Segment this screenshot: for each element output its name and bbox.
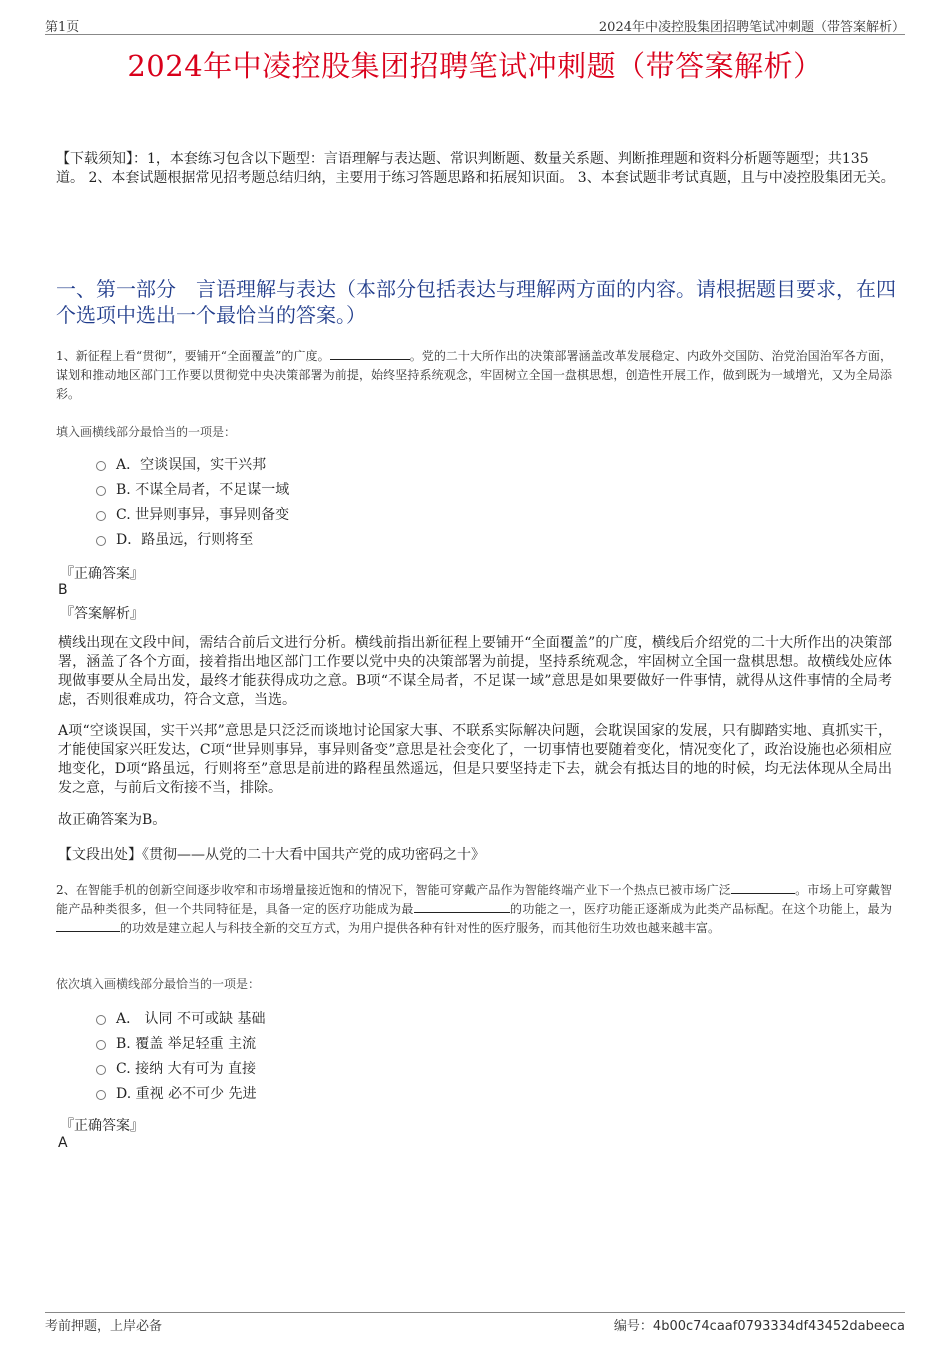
radio-button[interactable] — [96, 1065, 106, 1075]
answer-blank — [414, 900, 510, 913]
page-footer — [45, 1312, 905, 1333]
footer-slogan: 考前押题，上岸必备 — [45, 1319, 163, 1334]
document-title: 2024年中凌控股集团招聘笔试冲刺题（带答案解析） — [127, 49, 823, 83]
question-2-stem: 2、在智能手机的创新空间逐步收窄和市场增量接近饱和的情况下，智能可穿戴产品作为智能终端产业下一个热点已被市场广泛 。市场上可穿戴智能产品种类很多，但一个共同特征是，具备一定的医疗功能成为最 的功能之一，医疗功能正逐渐成为此类产品标配。在这个功能上，最为的功效是建立起人与科技全新的交互方式，为用户提供各种有针对性的医疗服务，而其他衍生功效也越来越丰富。 — [56, 883, 892, 935]
radio-button[interactable] — [96, 511, 106, 521]
section-heading: 一、第一部分 言语理解与表达（本部分包括表达与理解两方面的内容。请根据题目要求，在四个选项中选出一个最恰当的答案。） — [56, 277, 896, 327]
option-b[interactable]: B. 不谋全局者，不足谋一域 — [96, 478, 496, 503]
radio-button[interactable] — [96, 461, 106, 471]
radio-button[interactable] — [96, 1040, 106, 1050]
radio-button[interactable] — [96, 486, 106, 496]
document-code: 编号：4b00c74caaf0793334df43452dabeeca — [613, 1319, 905, 1334]
radio-button[interactable] — [96, 536, 106, 546]
question-1-prompt: 填入画横线部分最恰当的一项是： — [56, 425, 237, 439]
analysis-paragraph-1: 横线出现在文段中间，需结合前后文进行分析。横线前指出新征程上要铺开“全面覆盖”的广度，横线后介绍党的二十大所作出的决策部署，涵盖了各个方面，接着指出地区部门工作要以党中央的决策部署为前提，坚持系统观念，牢固树立全国一盘棋思想。故横线处应体现做事要从全局出发，最终才能获得成功之意。B项“不谋全局者，不足谋一域”意思是如果要做好一件事情，就得从这件事情的全局考虑，否则很难成功，符合文意，当选。 — [58, 635, 892, 708]
radio-button[interactable] — [96, 1015, 106, 1025]
question-1-stem: 1、新征程上看“贯彻”，要铺开“全面覆盖”的广度。 。党的二十大所作出的决策部署涵盖改革发展稳定、内政外交国防、治党治国治军各方面，谋划和推动地区部门工作要以贯彻党中央决策部署为前提，始终坚持系统观念，牢固树立全国一盘棋思想，创造性开展工作，做到既为一域增光，又为全局添彩。 — [56, 349, 892, 401]
option-a[interactable]: A．空谈误国，实干兴邦 — [96, 453, 496, 478]
correct-answer: A — [58, 1135, 68, 1151]
question-2-prompt: 依次填入画横线部分最恰当的一项是： — [56, 977, 261, 991]
header-doc-title: 2024年中凌控股集团招聘笔试冲刺题（带答案解析） — [598, 20, 905, 35]
analysis-conclusion: 故正确答案为B。 — [58, 812, 167, 828]
answer-blank — [731, 881, 795, 894]
correct-answer-label: 『正确答案』 — [60, 1118, 144, 1134]
answer-blank — [56, 919, 120, 932]
correct-answer: B — [58, 582, 68, 598]
passage-source: 【文段出处】《贯彻——从党的二十大看中国共产党的成功密码之十》 — [58, 847, 485, 863]
analysis-label: 『答案解析』 — [60, 606, 144, 622]
radio-button[interactable] — [96, 1090, 106, 1100]
question-1-options — [96, 453, 496, 553]
option-a[interactable]: A． 认同 不可或缺 基础 — [96, 1007, 496, 1032]
option-d[interactable]: D．路虽远，行则将至 — [96, 528, 496, 553]
download-notice: 【下载须知】：1，本套练习包含以下题型：言语理解与表达题、常识判断题、数量关系题、判断推理题和资料分析题等题型；共135道。 2、本套试题根据常见招考题总结归纳，主要用于练习答题思路和拓展知识面。 3、本套试题非考试真题，且与中凌控股集团无关。 — [56, 151, 895, 186]
answer-blank — [330, 347, 410, 360]
option-c[interactable]: C. 世异则事异，事异则备变 — [96, 503, 496, 528]
page-header — [45, 14, 905, 35]
option-c[interactable]: C. 接纳 大有可为 直接 — [96, 1057, 496, 1082]
analysis-paragraph-2: A项“空谈误国，实干兴邦”意思是只泛泛而谈地讨论国家大事、不联系实际解决问题，会耽误国家的发展，只有脚踏实地、真抓实干，才能使国家兴旺发达，C项“世异则事异，事异则备变”意思是社会变化了，一切事情也要随着变化，情况变化了，政治设施也必须相应地变化，D项“路虽远，行则将至”意思是前进的路程虽然遥远，但是只要坚持走下去，就会有抵达目的地的时候，均无法体现从全局出发之意，与前后文衔接不当，排除。 — [58, 723, 892, 796]
option-b[interactable]: B. 覆盖 举足轻重 主流 — [96, 1032, 496, 1057]
page-number: 第1页 — [45, 20, 80, 35]
question-2-options — [96, 1007, 496, 1107]
correct-answer-label: 『正确答案』 — [60, 566, 144, 582]
option-d[interactable]: D. 重视 必不可少 先进 — [96, 1082, 496, 1107]
